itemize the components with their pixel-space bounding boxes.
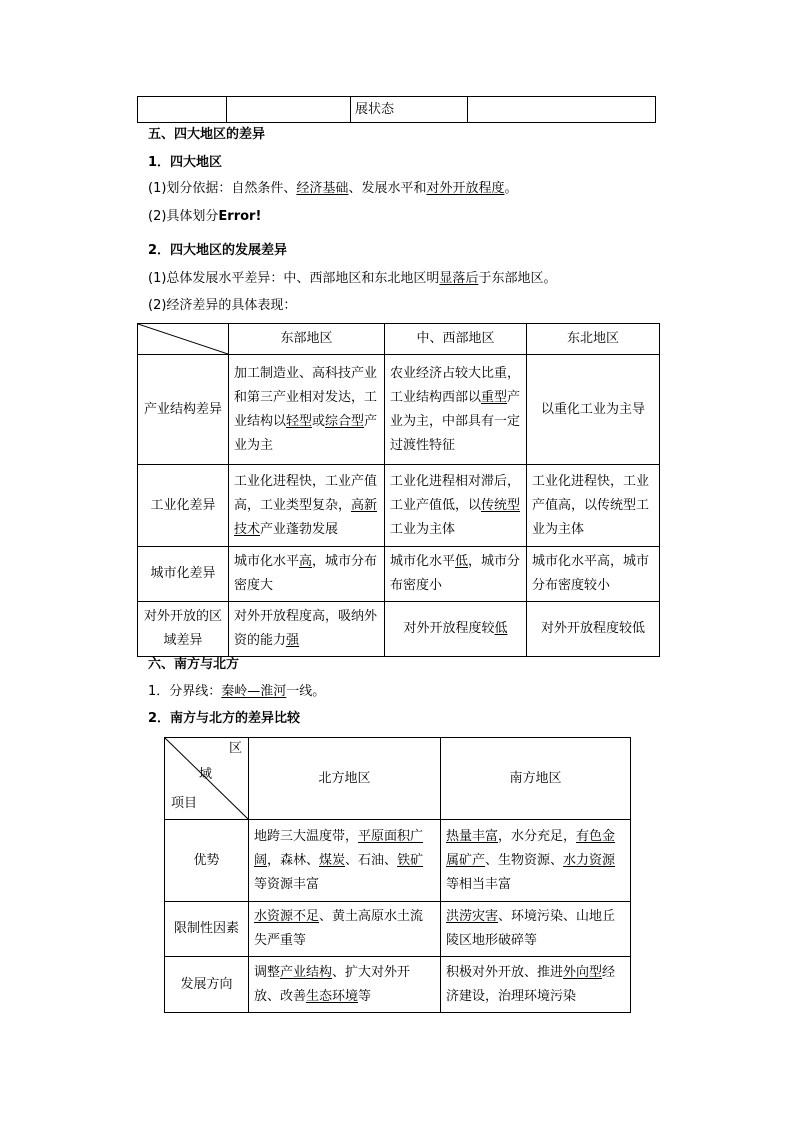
top-table-cell — [468, 97, 656, 123]
top-table-fragment — [137, 96, 656, 123]
corner-label-yu: 域 — [199, 767, 213, 782]
top-table-cell — [351, 97, 468, 123]
corner-label-xiangmu: 项目 — [171, 796, 198, 811]
north-cell: 水资源不足、黄土高原水土流失严重等 — [249, 902, 441, 957]
south-cell: 热量丰富，水分充足，有色金属矿产、生物资源、水力资源等相当丰富 — [441, 820, 631, 902]
corner-label-qu: 区 — [228, 741, 242, 756]
table1-corner — [138, 324, 229, 355]
row-label: 限制性因素 — [165, 902, 249, 957]
table-row — [165, 820, 631, 902]
row-label: 优势 — [165, 820, 249, 902]
table-row — [138, 355, 660, 465]
mid-west-cell: 对外开放程度较低 — [385, 602, 527, 657]
section5-sub2: 2．四大地区的发展差异 — [148, 243, 288, 258]
top-table-cell — [138, 97, 227, 123]
section6-sub1: 1．分界线：秦岭—淮河一线。 — [148, 684, 326, 699]
mid-west-cell: 农业经济占较大比重，工业结构西部以重型产业为主，中部具有一定过渡性特征 — [385, 355, 527, 465]
table2-corner — [165, 738, 249, 820]
northeast-cell: 城市化水平高，城市分布密度较小 — [527, 547, 660, 602]
section6-sub2: 2．南方与北方的差异比较 — [148, 711, 301, 726]
table1-header: 东部地区 — [229, 324, 385, 355]
table-row — [138, 465, 660, 547]
row-label: 对外开放的区域差异 — [138, 602, 229, 657]
east-cell: 加工制造业、高科技产业和第三产业相对发达，工业结构以轻型或综合型产业为主 — [229, 355, 385, 465]
east-cell: 对外开放程度高，吸纳外资的能力强 — [229, 602, 385, 657]
north-south-table — [164, 737, 631, 1013]
east-cell: 城市化水平高，城市分布密度大 — [229, 547, 385, 602]
section5-sub1: 1．四大地区 — [148, 155, 223, 170]
table-row — [165, 957, 631, 1013]
south-cell: 洪涝灾害、环境污染、山地丘陵区地形破碎等 — [441, 902, 631, 957]
section5-p4: (2)经济差异的具体表现： — [148, 298, 297, 313]
section5-p1: (1)划分依据：自然条件、经济基础、发展水平和对外开放程度。 — [148, 181, 518, 196]
table2-header: 南方地区 — [441, 738, 631, 820]
north-cell: 调整产业结构、扩大对外开放、改善生态环境等 — [249, 957, 441, 1013]
section5-p2: (2)具体划分Error! — [148, 209, 262, 224]
top-table-text: 展状态 — [355, 101, 395, 117]
row-label: 产业结构差异 — [138, 355, 229, 465]
table-row — [138, 602, 660, 657]
northeast-cell: 以重化工业为主导 — [527, 355, 660, 465]
section5-heading: 五、四大地区的差异 — [148, 127, 266, 142]
northeast-cell: 对外开放程度较低 — [527, 602, 660, 657]
north-cell: 地跨三大温度带，平原面积广阔，森林、煤炭、石油、铁矿等资源丰富 — [249, 820, 441, 902]
mid-west-cell: 城市化水平低，城市分布密度小 — [385, 547, 527, 602]
section6-heading: 六、南方与北方 — [148, 657, 240, 672]
table-row — [165, 902, 631, 957]
east-cell: 工业化进程快，工业产值高，工业类型复杂，高新技术产业蓬勃发展 — [229, 465, 385, 547]
table1-header: 东北地区 — [527, 324, 660, 355]
mid-west-cell: 工业化进程相对滞后，工业产值低，以传统型工业为主体 — [385, 465, 527, 547]
table-row — [138, 547, 660, 602]
row-label: 工业化差异 — [138, 465, 229, 547]
row-label: 城市化差异 — [138, 547, 229, 602]
south-cell: 积极对外开放、推进外向型经济建设，治理环境污染 — [441, 957, 631, 1013]
table2-header: 北方地区 — [249, 738, 441, 820]
row-label: 发展方向 — [165, 957, 249, 1013]
table1-header: 中、西部地区 — [385, 324, 527, 355]
regions-table — [137, 323, 660, 657]
top-table-cell — [227, 97, 351, 123]
section5-p3: (1)总体发展水平差异：中、西部地区和东北地区明显落后于东部地区。 — [148, 271, 557, 286]
northeast-cell: 工业化进程快，工业产值高，以传统型工业为主体 — [527, 465, 660, 547]
